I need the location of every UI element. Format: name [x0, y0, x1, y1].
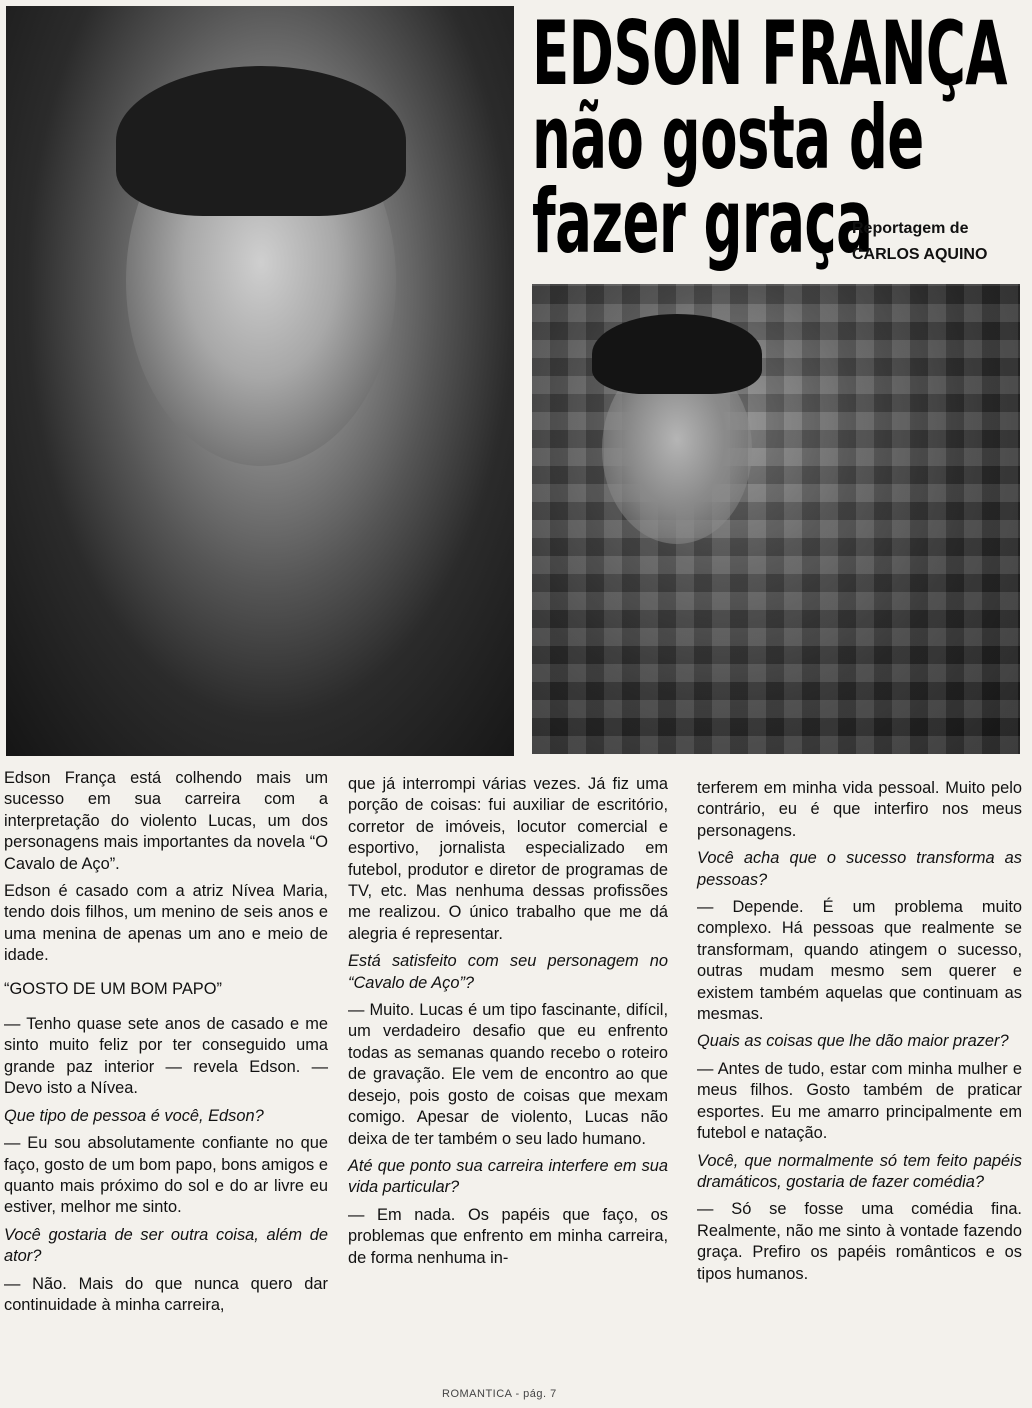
headline-line-2: não gosta de — [532, 86, 924, 189]
paragraph: que já interrompi várias vezes. Já fiz uma porção de coisas: fui auxiliar de escritório, corretor de imóveis, locutor comercial e esportivo, jornalista especializado em futebol, produtor e diretor de programas de TV, etc. Mas nenhuma dessas profissões me realizou. O único trabalho que me dá alegria é representar. — [348, 775, 668, 943]
interview-question: Até que ponto sua carreira interfere em sua vida particular? — [348, 1156, 668, 1197]
paragraph: — Antes de tudo, estar com minha mulher e meus filhos. Gosto também de praticar esportes. Eu me amarro principalmente em futebol e natação. — [697, 1059, 1022, 1143]
interview-question: Você, que normalmente só tem feito papéis dramáticos, gostaria de fazer comédia? — [697, 1151, 1022, 1191]
paragraph: Edson França está colhendo mais um sucesso em sua carreira com a interpretação do violento Lucas, um dos personagens mais importantes da novela “O Cavalo de Aço”. — [4, 769, 328, 873]
paragraph: — Tenho quase sete anos de casado e me sinto muito feliz por ter conseguido uma grande paz interior — revela Edson. — Devo isto a Nívea. — [4, 1015, 328, 1098]
paragraph: — Não. Mais do que nunca quero dar continuidade à minha carreira, — [4, 1274, 328, 1314]
headline-line-1: EDSON FRANÇA — [532, 2, 1007, 105]
article-column-3 — [697, 778, 1022, 1291]
portrait-photo-plaid-shirt — [532, 284, 1020, 754]
article-column-2 — [348, 774, 668, 1275]
hair-shape — [116, 66, 406, 216]
article-column-1 — [4, 768, 328, 1322]
paragraph: — Depende. É um problema muito complexo. Há pessoas que realmente se transformam, quando atingem o sucesso, outras mudam mesmo sem querer e existem também aquelas que continuam as mesmas. — [697, 898, 1022, 1024]
interview-question: Que tipo de pessoa é você, Edson? — [4, 1106, 264, 1125]
headline-line-3: fazer graça — [532, 170, 873, 273]
interview-question: Quais as coisas que lhe dão maior prazer? — [697, 1032, 1009, 1051]
hair-shape — [592, 314, 762, 394]
interview-question: Está satisfeito com seu personagem no “Cavalo de Aço”? — [348, 952, 668, 992]
portrait-photo-closeup — [6, 6, 514, 756]
interview-question: Você acha que o sucesso transforma as pessoas? — [697, 849, 1022, 889]
byline — [852, 216, 1027, 268]
page-footer: ROMANTICA - pág. 7 — [442, 1388, 557, 1400]
section-subheading: “GOSTO DE UM BOM PAPO” — [4, 979, 222, 998]
paragraph: Edson é casado com a atriz Nívea Maria, tendo dois filhos, um menino de seis anos e uma menina de apenas um ano e meio de idade. — [4, 882, 328, 965]
byline-label: Reportagem de — [852, 220, 969, 237]
byline-author: CARLOS AQUINO — [852, 246, 988, 263]
paragraph: — Eu sou absolutamente confiante no que faço, gosto de um bom papo, bons amigos e quanto mais próximo do sol e do ar livre eu estiver, melhor me sinto. — [4, 1134, 328, 1217]
interview-question: Você gostaria de ser outra coisa, além de ator? — [4, 1225, 328, 1266]
paragraph: — Em nada. Os papéis que faço, os problemas que enfrento em minha carreira, de forma nenhuma in- — [348, 1205, 668, 1267]
paragraph: — Muito. Lucas é um tipo fascinante, difícil, um verdadeiro desafio que eu enfrento todas as semanas quando recebo o roteiro de gravação. Ele vem de encontro ao que desejo, pois gosto de coisas que mexam comigo. Apesar de violento, Lucas não deixa de ter também o seu lado humano. — [348, 1001, 668, 1148]
paragraph: — Só se fosse uma comédia fina. Realmente, não me sinto à vontade fazendo graça. Prefiro os papéis românticos e os tipos humanos. — [697, 1200, 1022, 1283]
paragraph: terferem em minha vida pessoal. Muito pelo contrário, eu é que interfiro nos meus personagens. — [697, 779, 1022, 840]
